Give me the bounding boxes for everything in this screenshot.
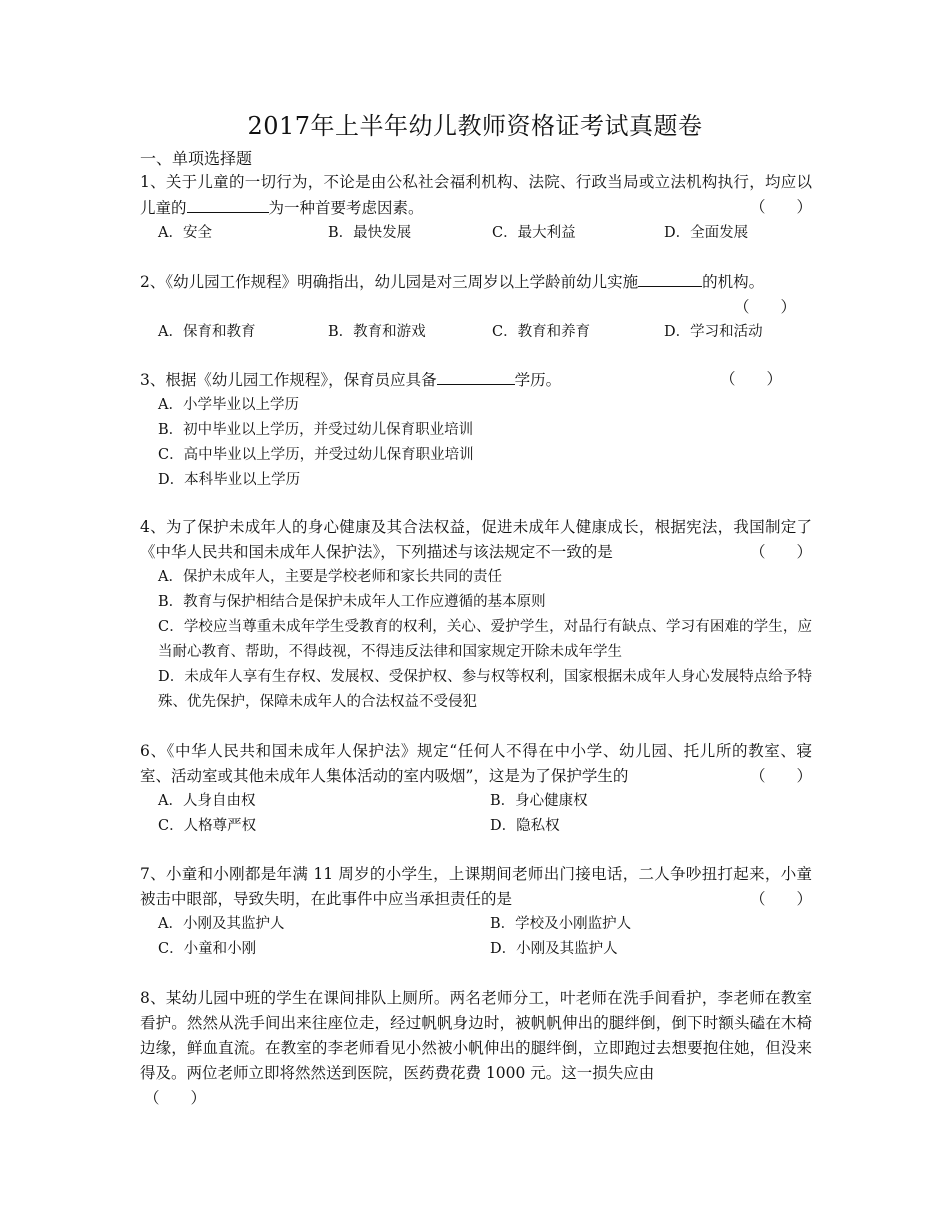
option-a: A．保护未成年人，主要是学校老师和家长共同的责任 bbox=[158, 569, 502, 585]
question-6-options bbox=[140, 789, 812, 839]
option-d: D．未成年人享有生存权、发展权、受保护权、参与权等权利，国家根据未成年人身心发展特点给予特殊、优先保护，保障未成年人的合法权益不受侵犯 bbox=[158, 669, 812, 710]
answer-paren: （ ） bbox=[749, 198, 812, 216]
answer-paren: （ ） bbox=[733, 298, 796, 316]
option-c: C．教育和养育 bbox=[492, 324, 591, 340]
option-c: C．最大利益 bbox=[492, 225, 576, 241]
question-2-stem: 2、《幼儿园工作规程》明确指出，幼儿园是对三周岁以上学龄前幼儿实施 的机构。 bbox=[140, 269, 812, 295]
page-title: 2017年上半年幼儿教师资格证考试真题卷 bbox=[247, 112, 703, 140]
answer-blank bbox=[437, 367, 515, 385]
option-b: B．教育与保护相结合是保护未成年人工作应遵循的基本原则 bbox=[158, 594, 546, 610]
option-d: D．全面发展 bbox=[664, 225, 749, 241]
question-2-options bbox=[140, 320, 812, 345]
option-b: B．初中毕业以上学历，并受过幼儿保育职业培训 bbox=[158, 422, 474, 438]
option-a: A．安全 bbox=[158, 225, 212, 241]
option-c: C．高中毕业以上学历，并受过幼儿保育职业培训 bbox=[158, 447, 474, 463]
option-d: D．本科毕业以上学历 bbox=[158, 472, 301, 488]
answer-blank bbox=[638, 269, 702, 287]
option-d: D．小刚及其监护人 bbox=[490, 941, 618, 957]
question-6 bbox=[140, 739, 812, 839]
answer-paren: （ ） bbox=[749, 767, 812, 785]
answer-blank bbox=[187, 195, 269, 213]
question-7-stem: 7、小童和小刚都是年满 11 周岁的小学生，上课期间老师出门接电话，二人争吵扭打起来，小童被击中眼部，导致失明，在此事件中应当承担责任的是 （ ） bbox=[140, 862, 812, 912]
question-4-stem: 4、为了保护未成年人的身心健康及其合法权益，促进未成年人健康成长，根据宪法，我国制定了《中华人民共和国未成年人保护法》，下列描述与该法规定不一致的是 （ ） bbox=[140, 515, 812, 565]
answer-paren: （ ） bbox=[719, 370, 782, 388]
option-b: B．学校及小刚监护人 bbox=[490, 916, 632, 932]
question-1 bbox=[140, 170, 812, 246]
answer-paren: （ ） bbox=[749, 543, 812, 561]
question-1-stem: 1、关于儿童的一切行为，不论是由公私社会福利机构、法院、行政当局或立法机构执行，均应以儿童的 为一种首要考虑因素。 （ ） bbox=[140, 170, 812, 221]
question-1-options bbox=[140, 221, 812, 246]
answer-paren: （ ） bbox=[749, 890, 812, 908]
question-6-stem: 6、《中华人民共和国未成年人保护法》规定“任何人不得在中小学、幼儿园、托儿所的教室、寝室、活动室或其他未成年人集体活动的室内吸烟”，这是为了保护学生的 （ ） bbox=[140, 739, 812, 789]
question-4 bbox=[140, 515, 812, 715]
option-d: D．隐私权 bbox=[490, 818, 560, 834]
option-a: A．小学毕业以上学历 bbox=[158, 397, 299, 413]
option-c: C．人格尊严权 bbox=[158, 818, 257, 834]
question-7-options bbox=[140, 912, 812, 962]
option-d: D．学习和活动 bbox=[664, 324, 763, 340]
question-8 bbox=[140, 986, 812, 1111]
option-c: C．学校应当尊重未成年学生受教育的权利，关心、爱护学生，对品行有缺点、学习有困难的学生，应当耐心教育、帮助，不得歧视，不得违反法律和国家规定开除未成年学生 bbox=[158, 619, 812, 660]
option-b: B．最快发展 bbox=[328, 225, 412, 241]
option-b: B．教育和游戏 bbox=[328, 324, 426, 340]
option-a: A．人身自由权 bbox=[158, 793, 256, 809]
section-heading: 一、单项选择题 bbox=[140, 149, 253, 168]
question-2 bbox=[140, 269, 812, 345]
question-8-stem: 8、某幼儿园中班的学生在课间排队上厕所。两名老师分工，叶老师在洗手间看护，李老师在教室看护。然然从洗手间出来往座位走，经过帆帆身边时，被帆帆伸出的腿绊倒，倒下时额头磕在木椅边缘，鲜血直流。在教室的李老师看见小然被小帆伸出的腿绊倒，立即跑过去想要抱住她，但没来得及。两位老师立即将然然送到医院，医药费花费 1000 元。这一损失应由 bbox=[140, 989, 812, 1082]
option-c: C．小童和小刚 bbox=[158, 941, 257, 957]
answer-paren: （ ） bbox=[144, 1089, 207, 1107]
question-4-options bbox=[140, 565, 812, 715]
option-a: A．保育和教育 bbox=[158, 324, 256, 340]
option-b: B．身心健康权 bbox=[490, 793, 588, 809]
question-3-stem: 3、根据《幼儿园工作规程》，保育员应具备 学历。 （ ） bbox=[140, 367, 812, 393]
question-3-options bbox=[140, 393, 812, 493]
option-a: A．小刚及其监护人 bbox=[158, 916, 285, 932]
question-3 bbox=[140, 367, 812, 493]
question-7 bbox=[140, 862, 812, 962]
